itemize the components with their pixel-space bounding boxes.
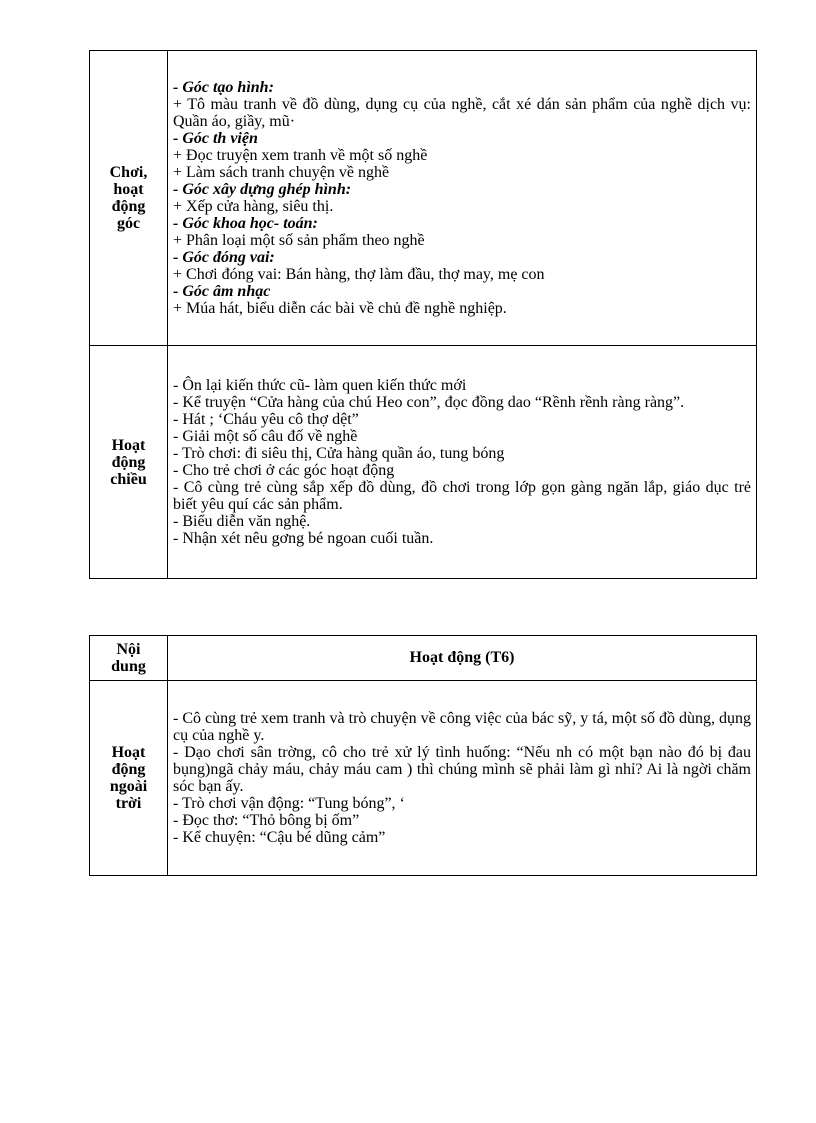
content-line: - Hát ; ‘Cháu yêu cô thợ dệt” — [173, 410, 359, 428]
section-heading: - Góc th viện — [173, 129, 258, 147]
label-line: Nội — [116, 641, 141, 658]
header-label-content — [90, 636, 168, 681]
row-content-outdoor — [168, 681, 757, 876]
content-line: + Xếp cửa hàng, siêu thị. — [173, 197, 334, 215]
table-row-corner-play — [90, 51, 757, 346]
content-line: + Làm sách tranh chuyện về nghề — [173, 163, 390, 181]
row-label-outdoor — [90, 681, 168, 876]
content-line: - Trò chơi vận động: “Tung bóng”, ‘ — [173, 794, 405, 812]
row-label-afternoon — [90, 346, 168, 579]
lesson-plan-table-1 — [89, 50, 757, 579]
content-line: + Múa hát, biểu diễn các bài về chủ đề nghề nghiệp. — [173, 299, 507, 317]
table-row-outdoor — [90, 681, 757, 876]
content-line: + Chơi đóng vai: Bán hàng, thợ làm đầu, thợ may, mẹ con — [173, 265, 545, 283]
content-line: - Cô cùng trẻ xem tranh và trò chuyện về công việc của bác sỹ, y tá, một số đồ dùng, dụng cụ của nghề y. — [173, 709, 751, 744]
content-line: - Giải một số câu đố về nghề — [173, 427, 358, 445]
label-line: động — [111, 453, 146, 471]
content-line: - Kể chuyện: “Cậu bé dũng cảm” — [173, 828, 386, 846]
row-label-corner-play — [90, 51, 168, 346]
row-content-afternoon — [168, 346, 757, 579]
content-line: - Dạo chơi sân trờng, cô cho trẻ xử lý tình huống: “Nếu nh có một bạn nào đó bị đau bụng)ngã chảy máu, chảy máu cam ) thì chúng mình sẽ phải làm gì nhỉ? Ai là ngời chăm sóc bạn ấy. — [173, 743, 751, 795]
label-line: ngoài — [109, 778, 148, 795]
content-line: - Cô cùng trẻ cùng sắp xếp đồ dùng, đồ chơi trong lớp gọn gàng ngăn lắp, giáo dục trẻ biết yêu quí các sản phẩm. — [173, 478, 751, 513]
section-heading: - Góc tạo hình: — [173, 78, 274, 96]
table-row-afternoon — [90, 346, 757, 579]
header-title-activity: Hoạt động (T6) — [168, 636, 757, 681]
content-line: - Ôn lại kiến thức cũ- làm quen kiến thức mới — [173, 376, 467, 394]
content-line: - Kể truyện “Cửa hàng của chú Heo con”, đọc đồng dao “Rềnh rềnh ràng ràng”. — [173, 393, 685, 411]
content-line: - Đọc thơ: “Thỏ bông bị ốm” — [173, 811, 360, 829]
label-line: Hoạt — [111, 436, 146, 454]
content-line: - Biểu diễn văn nghệ. — [173, 512, 311, 530]
section-heading: - Góc khoa học- toán: — [173, 214, 318, 232]
content-line: - Nhận xét nêu gơng bé ngoan cuối tuần. — [173, 529, 434, 547]
label-line: động — [111, 761, 146, 778]
section-heading: - Góc xây dựng ghép hình: — [173, 180, 352, 198]
section-heading: - Góc đóng vai: — [173, 248, 275, 266]
label-line: hoạt — [113, 181, 144, 198]
label-line: trời — [115, 795, 142, 812]
label-line: chiều — [110, 470, 147, 488]
content-line: - Trò chơi: đi siêu thị, Cửa hàng quần áo, tung bóng — [173, 444, 505, 462]
label-line: động — [111, 198, 146, 215]
content-line: + Phân loại một số sản phẩm theo nghề — [173, 231, 425, 249]
table-header-row — [90, 636, 757, 681]
label-line: Hoạt — [111, 744, 146, 761]
lesson-plan-table-2 — [89, 635, 757, 876]
label-line: góc — [116, 215, 141, 232]
section-heading: - Góc âm nhạc — [173, 282, 271, 300]
content-line: - Cho trẻ chơi ở các góc hoạt động — [173, 461, 395, 479]
label-line: dung — [111, 658, 146, 675]
label-line: Chơi, — [109, 164, 148, 181]
content-line: + Tô màu tranh về đồ dùng, dụng cụ của nghề, cắt xé dán sản phẩm của nghề dịch vụ: Quần áo, giầy, mũ· — [173, 95, 751, 130]
row-content-corner-play — [168, 51, 757, 346]
content-line: + Đọc truyện xem tranh về một số nghề — [173, 146, 428, 164]
